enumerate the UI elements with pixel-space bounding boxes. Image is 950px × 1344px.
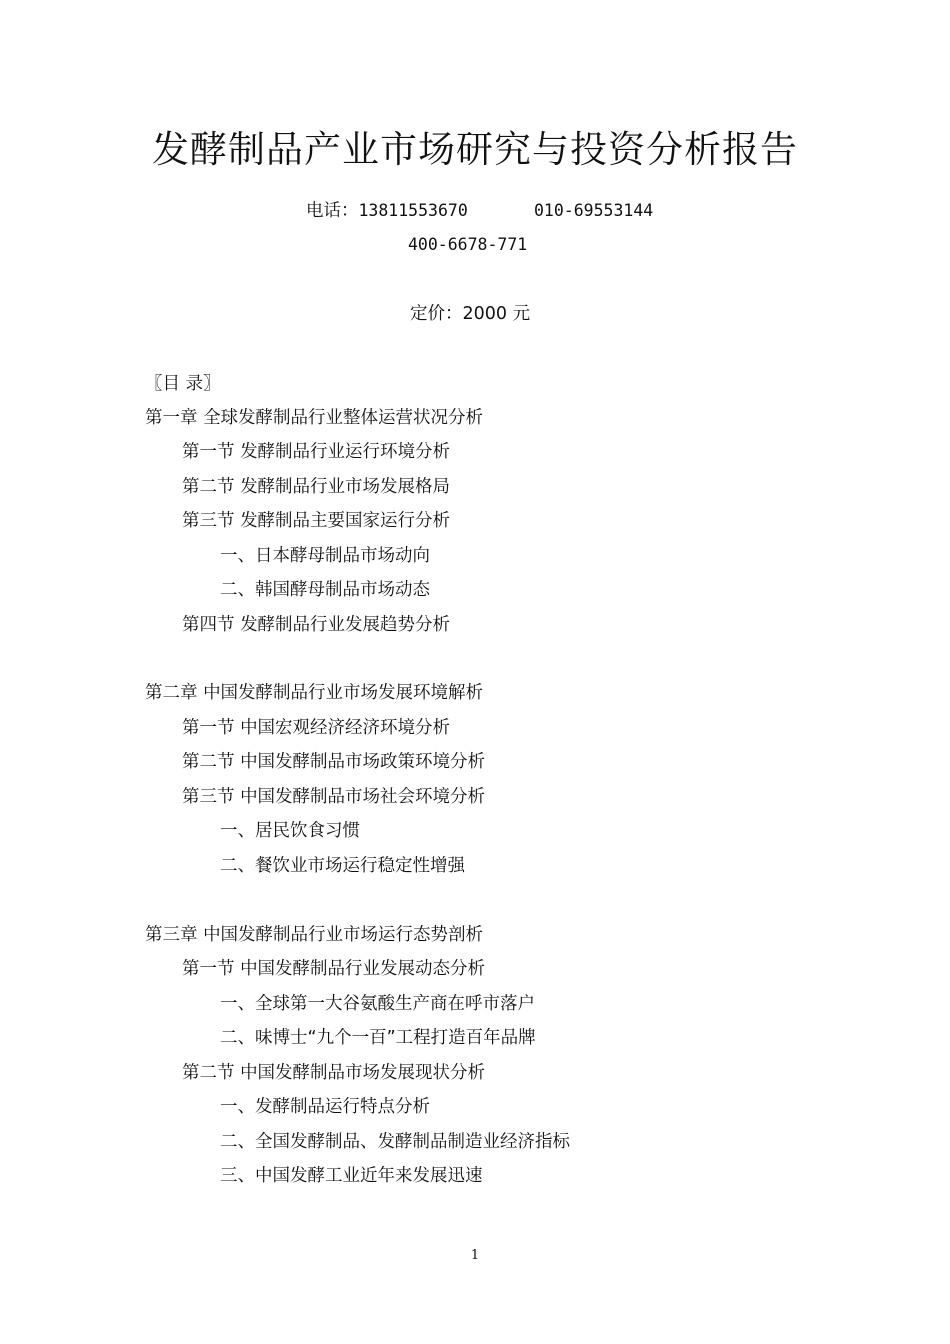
toc-subsection: 一、全球第一大谷氨酸生产商在呼市落户 [220, 994, 535, 1014]
phone-number-2: 010-69553144 [534, 201, 654, 220]
toc-subsection: 二、全国发酵制品、发酵制品制造业经济指标 [220, 1132, 570, 1152]
toc-subsection: 二、韩国酵母制品市场动态 [220, 580, 430, 600]
toc-header: 〖目 录〗 [145, 374, 221, 394]
toc-subsection: 一、居民饮食习惯 [220, 821, 360, 841]
toc-chapter-1: 第一章 全球发酵制品行业整体运营状况分析 [145, 408, 484, 428]
toc-section: 第二节 中国发酵制品市场发展现状分析 [182, 1063, 486, 1083]
price-label: 定价： [410, 304, 463, 324]
toc-chapter-2: 第二章 中国发酵制品行业市场发展环境解析 [145, 683, 484, 703]
toc-section: 第四节 发酵制品行业发展趋势分析 [182, 615, 451, 635]
price-value: 2000 元 [462, 304, 531, 324]
phone-line-1 [306, 199, 468, 223]
toc-chapter-3: 第三章 中国发酵制品行业市场运行态势剖析 [145, 925, 484, 945]
phone-label: 电话： [306, 201, 359, 221]
toc-section: 第三节 中国发酵制品市场社会环境分析 [182, 787, 486, 807]
toc-section: 第二节 中国发酵制品市场政策环境分析 [182, 752, 486, 772]
toc-section: 第二节 发酵制品行业市场发展格局 [182, 477, 451, 497]
phone-number-3: 400-6678-771 [408, 235, 528, 254]
toc-subsection: 一、发酵制品运行特点分析 [220, 1097, 430, 1117]
toc-subsection: 一、日本酵母制品市场动向 [220, 546, 430, 566]
price-line [410, 302, 530, 326]
report-title: 发酵制品产业市场研究与投资分析报告 [152, 128, 798, 171]
page-number: 1 [470, 1248, 480, 1263]
toc-subsection: 二、餐饮业市场运行稳定性增强 [220, 856, 465, 876]
toc-subsection: 二、味博士“九个一百”工程打造百年品牌 [220, 1028, 536, 1048]
toc-section: 第一节 中国宏观经济经济环境分析 [182, 718, 451, 738]
toc-subsection: 三、中国发酵工业近年来发展迅速 [220, 1166, 483, 1186]
phone-number-1: 13811553670 [358, 201, 468, 220]
toc-section: 第一节 发酵制品行业运行环境分析 [182, 442, 451, 462]
toc-section: 第一节 中国发酵制品行业发展动态分析 [182, 959, 486, 979]
toc-section: 第三节 发酵制品主要国家运行分析 [182, 511, 451, 531]
